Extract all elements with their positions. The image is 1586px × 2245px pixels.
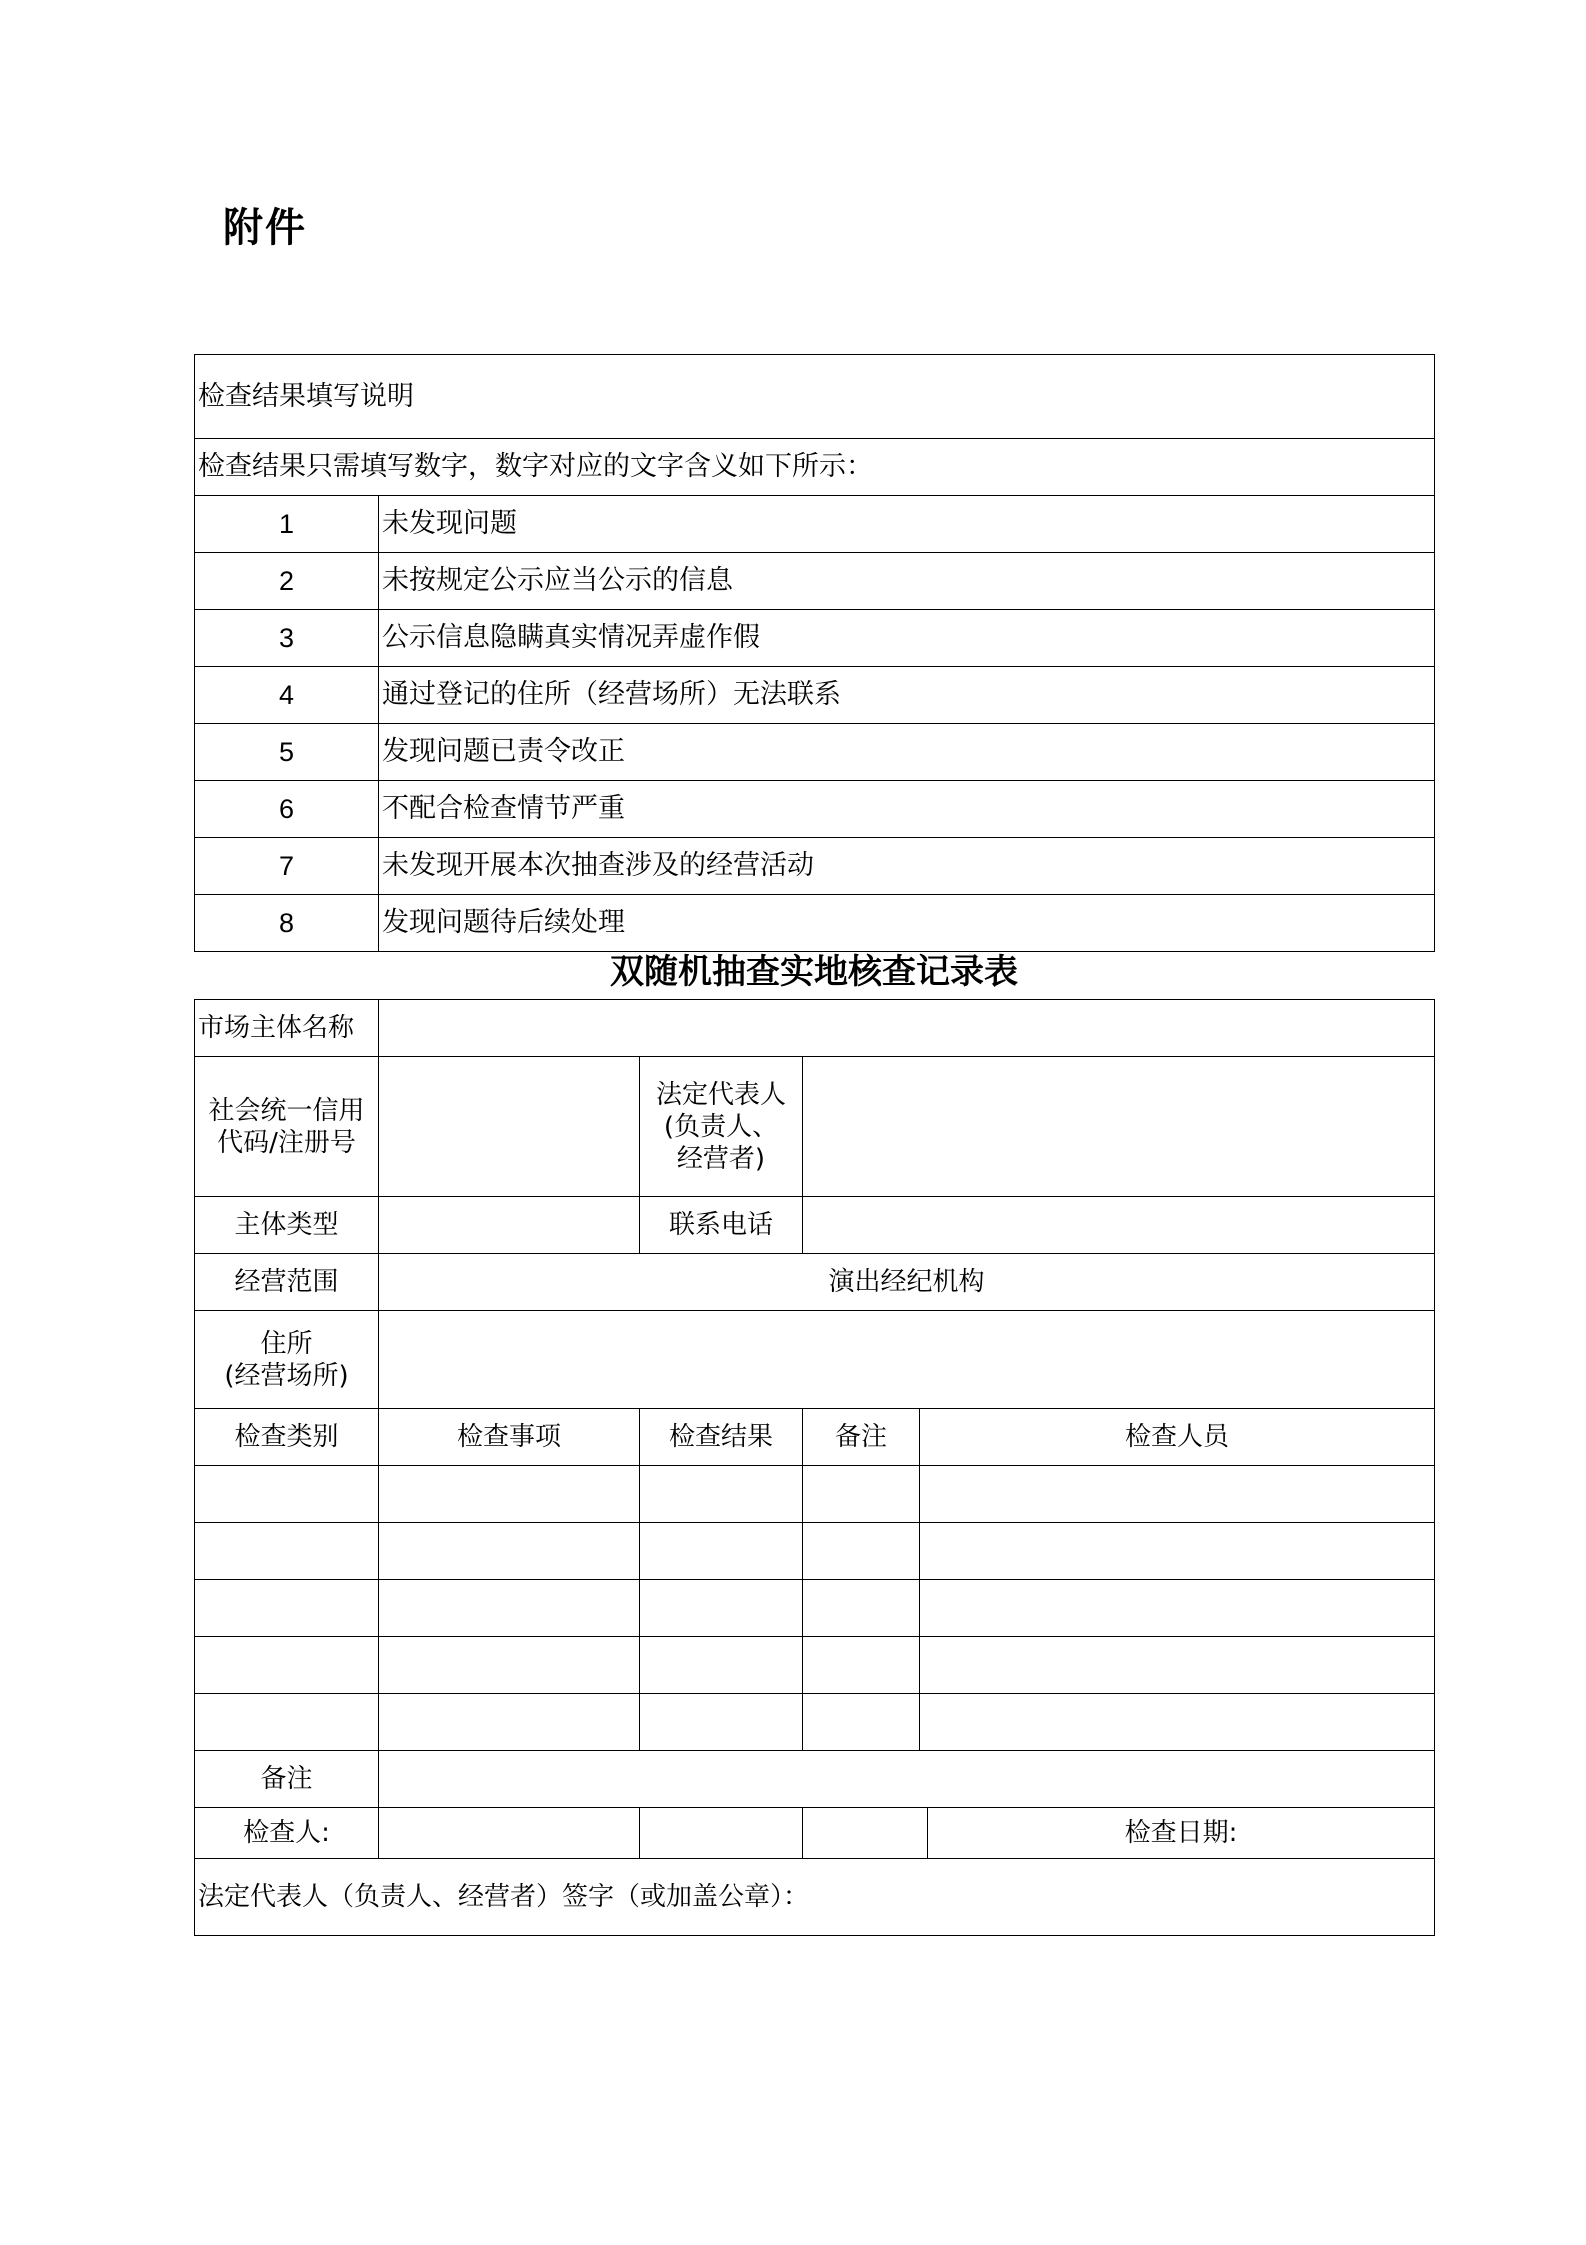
legend-number: 3 bbox=[195, 610, 379, 667]
result-cell[interactable] bbox=[640, 1637, 803, 1694]
legend-description: 未按规定公示应当公示的信息 bbox=[379, 553, 1435, 610]
inspection-row bbox=[195, 1694, 1435, 1751]
address-label-line1: 住所 bbox=[260, 1328, 313, 1359]
credit-code-label-line2: 代码/注册号 bbox=[217, 1127, 356, 1158]
category-cell[interactable] bbox=[195, 1694, 379, 1751]
signature-row bbox=[195, 1859, 1435, 1936]
legend-intro: 检查结果只需填写数字，数字对应的文字含义如下所示： bbox=[195, 439, 1435, 496]
legend-description: 通过登记的住所（经营场所）无法联系 bbox=[379, 667, 1435, 724]
legend-description: 发现问题待后续处理 bbox=[379, 895, 1435, 952]
inspector-field-1[interactable] bbox=[379, 1808, 640, 1859]
entity-type-row bbox=[195, 1197, 1435, 1254]
entity-name-field[interactable] bbox=[379, 1000, 1435, 1057]
category-cell[interactable] bbox=[195, 1580, 379, 1637]
legal-rep-label-line1: 法定代表人 bbox=[655, 1079, 786, 1110]
business-scope-value: 演出经纪机构 bbox=[379, 1254, 1435, 1311]
legend-description: 未发现开展本次抽查涉及的经营活动 bbox=[379, 838, 1435, 895]
inspector-row bbox=[195, 1808, 1435, 1859]
business-scope-label: 经营范围 bbox=[195, 1254, 379, 1311]
category-cell[interactable] bbox=[195, 1466, 379, 1523]
inspector-cell[interactable] bbox=[920, 1466, 1435, 1523]
remarks-field[interactable] bbox=[379, 1751, 1435, 1808]
result-cell[interactable] bbox=[640, 1523, 803, 1580]
inspection-row bbox=[195, 1466, 1435, 1523]
legend-intro-row bbox=[195, 439, 1435, 496]
legend-row bbox=[195, 895, 1435, 952]
item-cell[interactable] bbox=[379, 1523, 640, 1580]
item-cell[interactable] bbox=[379, 1580, 640, 1637]
legend-description: 发现问题已责令改正 bbox=[379, 724, 1435, 781]
col-header-remark: 备注 bbox=[803, 1409, 920, 1466]
legend-number: 6 bbox=[195, 781, 379, 838]
credit-code-field[interactable] bbox=[379, 1057, 640, 1197]
item-cell[interactable] bbox=[379, 1466, 640, 1523]
inspector-cell[interactable] bbox=[920, 1694, 1435, 1751]
legend-description: 不配合检查情节严重 bbox=[379, 781, 1435, 838]
legend-row bbox=[195, 610, 1435, 667]
category-cell[interactable] bbox=[195, 1523, 379, 1580]
legend-number: 7 bbox=[195, 838, 379, 895]
address-label-line2: (经营场所) bbox=[224, 1360, 349, 1391]
phone-label: 联系电话 bbox=[640, 1197, 803, 1254]
legal-rep-label-line2: (负责人、 bbox=[663, 1111, 779, 1142]
result-cell[interactable] bbox=[640, 1466, 803, 1523]
entity-type-field[interactable] bbox=[379, 1197, 640, 1254]
remark-cell[interactable] bbox=[803, 1637, 920, 1694]
entity-name-label: 市场主体名称 bbox=[195, 1000, 379, 1057]
legend-row bbox=[195, 553, 1435, 610]
inspection-row bbox=[195, 1523, 1435, 1580]
legend-description: 公示信息隐瞒真实情况弄虚作假 bbox=[379, 610, 1435, 667]
address-field[interactable] bbox=[379, 1311, 1435, 1409]
col-header-inspector: 检查人员 bbox=[920, 1409, 1435, 1466]
col-header-result: 检查结果 bbox=[640, 1409, 803, 1466]
category-cell[interactable] bbox=[195, 1637, 379, 1694]
signature-label: 法定代表人（负责人、经营者）签字（或加盖公章）： bbox=[198, 1882, 810, 1912]
inspector-cell[interactable] bbox=[920, 1637, 1435, 1694]
legal-rep-label-line3: 经营者) bbox=[676, 1143, 766, 1174]
inspection-header-row bbox=[195, 1409, 1435, 1466]
remarks-label: 备注 bbox=[195, 1751, 379, 1808]
business-scope-row bbox=[195, 1254, 1435, 1311]
credit-code-label-line1: 社会统一信用 bbox=[208, 1095, 365, 1126]
legend-row bbox=[195, 667, 1435, 724]
inspection-row bbox=[195, 1580, 1435, 1637]
col-header-item: 检查事项 bbox=[379, 1409, 640, 1466]
col-header-category: 检查类别 bbox=[195, 1409, 379, 1466]
credit-code-label bbox=[195, 1057, 379, 1197]
inspection-date-label: 检查日期: bbox=[1124, 1818, 1238, 1848]
remark-cell[interactable] bbox=[803, 1466, 920, 1523]
inspection-record-table bbox=[194, 999, 1435, 1936]
remark-cell[interactable] bbox=[803, 1523, 920, 1580]
legend-row bbox=[195, 496, 1435, 553]
address-label bbox=[195, 1311, 379, 1409]
form-title: 双随机抽查实地核查记录表 bbox=[610, 952, 1018, 992]
remark-cell[interactable] bbox=[803, 1694, 920, 1751]
result-legend-table bbox=[194, 354, 1435, 952]
inspector-field-2[interactable] bbox=[640, 1808, 803, 1859]
legend-row bbox=[195, 781, 1435, 838]
entity-type-label: 主体类型 bbox=[195, 1197, 379, 1254]
inspection-date-field[interactable] bbox=[928, 1808, 1435, 1859]
legend-description: 未发现问题 bbox=[379, 496, 1435, 553]
entity-name-row bbox=[195, 1000, 1435, 1057]
legend-number: 2 bbox=[195, 553, 379, 610]
legal-rep-label bbox=[640, 1057, 803, 1197]
legend-number: 8 bbox=[195, 895, 379, 952]
address-row bbox=[195, 1311, 1435, 1409]
remark-cell[interactable] bbox=[803, 1580, 920, 1637]
phone-field[interactable] bbox=[803, 1197, 1435, 1254]
legend-header: 检查结果填写说明 bbox=[195, 355, 1435, 439]
result-cell[interactable] bbox=[640, 1694, 803, 1751]
legend-row bbox=[195, 724, 1435, 781]
signature-field[interactable] bbox=[195, 1859, 1435, 1936]
attachment-title: 附件 bbox=[223, 205, 307, 251]
legend-number: 4 bbox=[195, 667, 379, 724]
inspector-label: 检查人: bbox=[195, 1808, 379, 1859]
credit-code-row bbox=[195, 1057, 1435, 1197]
legend-row bbox=[195, 838, 1435, 895]
item-cell[interactable] bbox=[379, 1694, 640, 1751]
item-cell[interactable] bbox=[379, 1637, 640, 1694]
legend-number: 5 bbox=[195, 724, 379, 781]
result-cell[interactable] bbox=[640, 1580, 803, 1637]
inspector-field-3[interactable] bbox=[803, 1808, 928, 1859]
inspector-cell[interactable] bbox=[920, 1580, 1435, 1637]
legend-number: 1 bbox=[195, 496, 379, 553]
legend-header-row bbox=[195, 355, 1435, 439]
remarks-row bbox=[195, 1751, 1435, 1808]
inspection-row bbox=[195, 1637, 1435, 1694]
legal-rep-field[interactable] bbox=[803, 1057, 1435, 1197]
inspector-cell[interactable] bbox=[920, 1523, 1435, 1580]
